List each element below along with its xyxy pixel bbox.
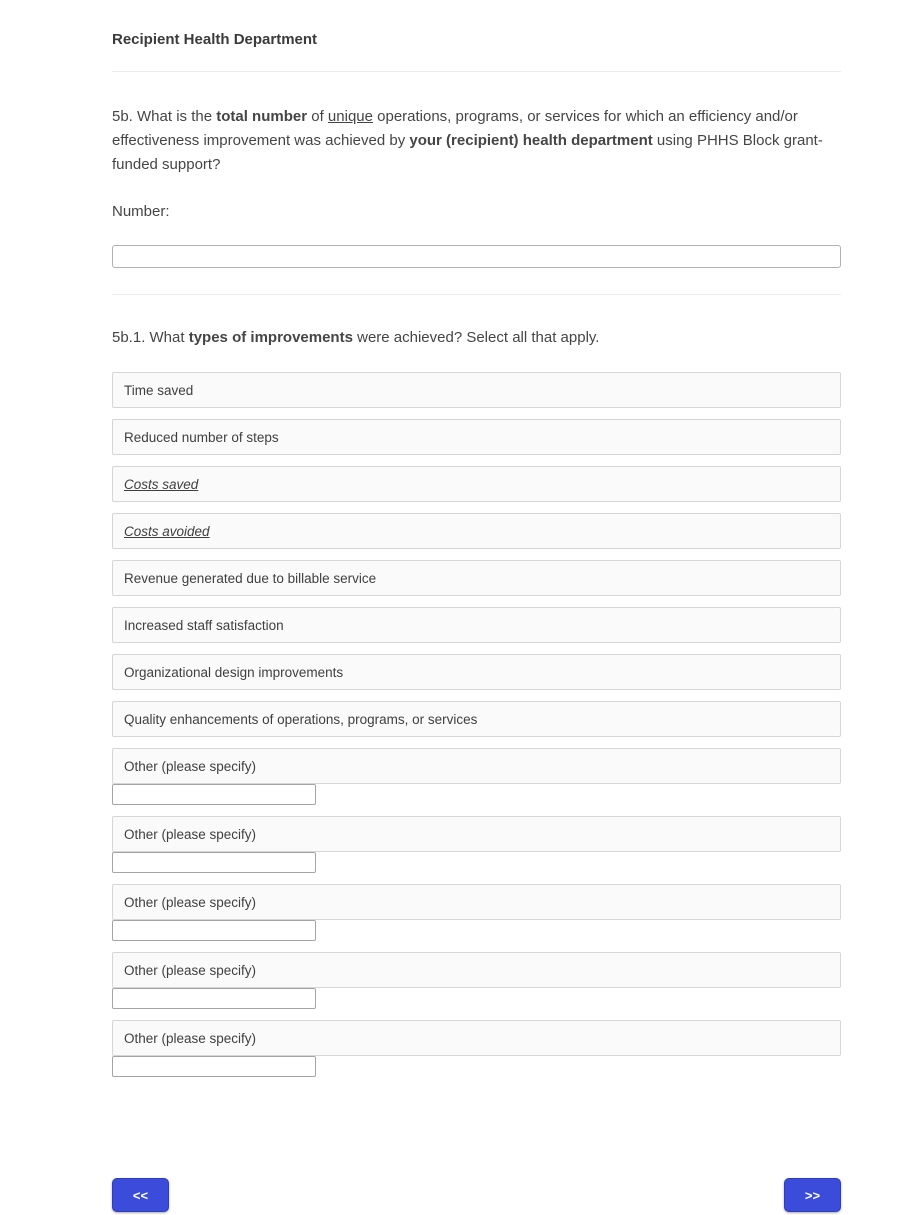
option-revenue-generated[interactable] — [112, 560, 841, 596]
question-text-segment: 5b.1. What — [112, 329, 189, 346]
option-costs-saved[interactable] — [112, 466, 841, 502]
other-5-specify-input[interactable] — [112, 1056, 316, 1077]
navigation-bar — [112, 1178, 841, 1212]
question-5b-text — [112, 105, 841, 177]
option-organizational-design-improvements[interactable] — [112, 654, 841, 690]
option-label: Quality enhancements of operations, programs, or services — [124, 711, 478, 727]
option-other-5[interactable] — [112, 1020, 841, 1056]
option-time-saved[interactable] — [112, 372, 841, 408]
option-label: Reduced number of steps — [124, 429, 279, 445]
other-4-specify-input[interactable] — [112, 988, 316, 1009]
section-divider — [112, 71, 841, 72]
question-text-segment: using PHHS Block grant-funded support? — [112, 132, 823, 173]
option-label: Other (please specify) — [124, 1030, 257, 1046]
option-reduced-number-of-steps[interactable] — [112, 419, 841, 455]
page-title: Recipient Health Department — [112, 31, 318, 48]
other-1-specify-input[interactable] — [112, 784, 316, 805]
question-text-segment: total number — [216, 108, 308, 125]
question-5b1-text — [112, 326, 841, 350]
other-3-specify-input[interactable] — [112, 920, 316, 941]
option-other-3[interactable] — [112, 884, 841, 920]
option-label: Increased staff satisfaction — [124, 617, 284, 633]
previous-page-button[interactable]: << — [112, 1178, 169, 1212]
option-label: Costs avoided — [124, 523, 210, 539]
survey-page — [112, 0, 841, 1088]
number-label: Number: — [112, 203, 170, 220]
question-text-segment: your (recipient) health department — [409, 132, 653, 149]
other-2-specify-input[interactable] — [112, 852, 316, 873]
option-label: Other (please specify) — [124, 826, 257, 842]
question-text-segment: unique — [327, 108, 373, 125]
option-other-1[interactable] — [112, 748, 841, 784]
options-list — [112, 372, 841, 1077]
section-divider — [112, 294, 841, 295]
next-page-button[interactable]: >> — [784, 1178, 841, 1212]
question-text-segment: 5b. What is the — [112, 108, 217, 125]
option-label: Other (please specify) — [124, 894, 257, 910]
option-label: Costs saved — [124, 476, 199, 492]
question-text-segment: operations, programs, or services for which an efficiency and/or effectiveness improvement was achieved by — [112, 108, 798, 149]
option-label: Organizational design improvements — [124, 664, 344, 680]
option-label: Other (please specify) — [124, 758, 257, 774]
option-increased-staff-satisfaction[interactable] — [112, 607, 841, 643]
option-other-4[interactable] — [112, 952, 841, 988]
question-text-segment: of — [307, 108, 328, 125]
option-label: Time saved — [124, 382, 194, 398]
option-other-2[interactable] — [112, 816, 841, 852]
option-label: Other (please specify) — [124, 962, 257, 978]
number-input[interactable] — [112, 245, 841, 268]
option-costs-avoided[interactable] — [112, 513, 841, 549]
question-text-segment: were achieved? Select all that apply. — [352, 329, 600, 346]
option-label: Revenue generated due to billable service — [124, 570, 377, 586]
question-text-segment: types of improvements — [188, 329, 353, 346]
option-quality-enhancements[interactable] — [112, 701, 841, 737]
